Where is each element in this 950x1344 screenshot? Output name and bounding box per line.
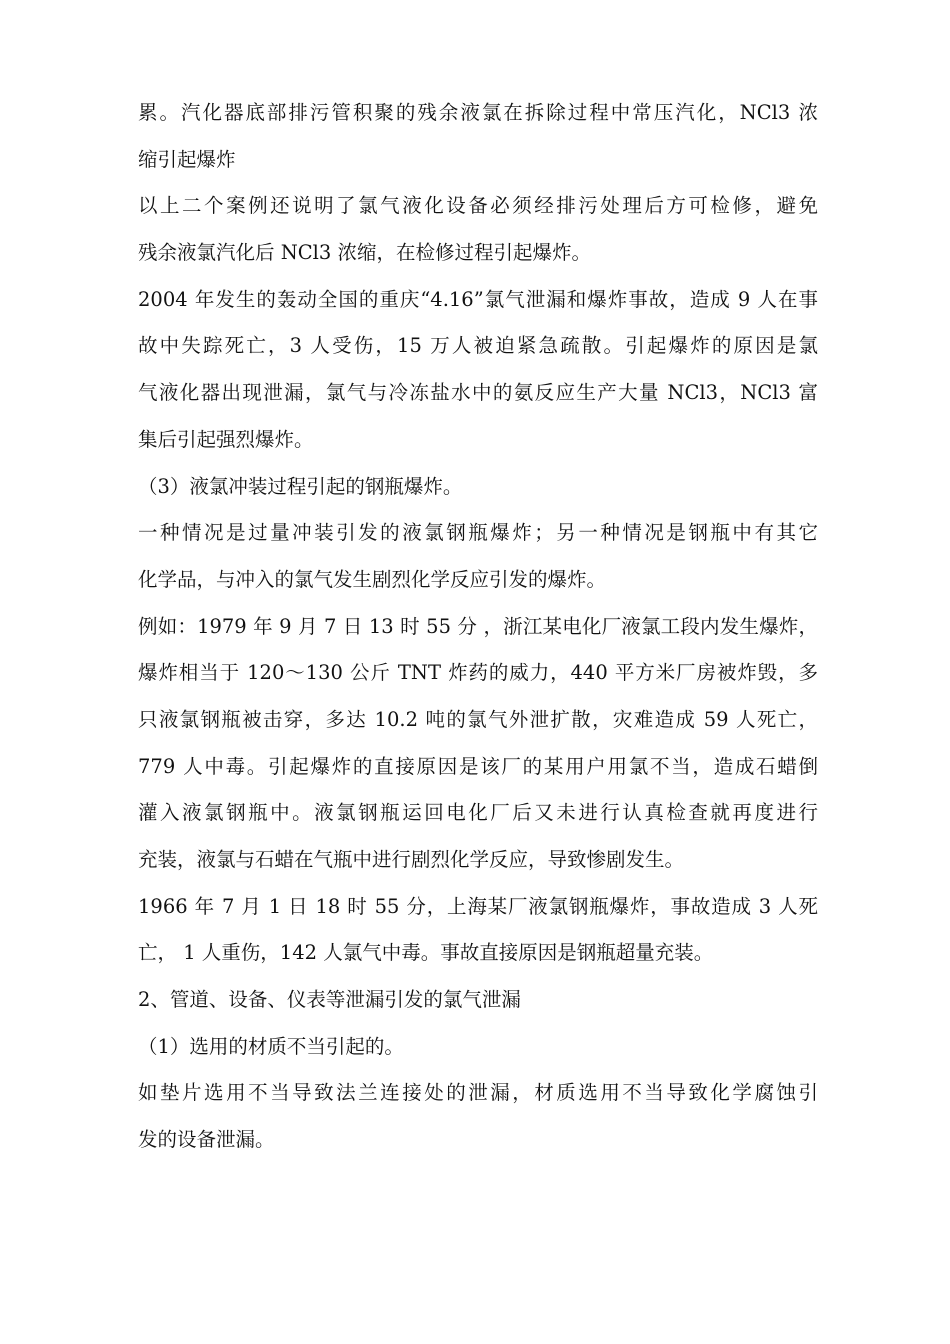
document-body	[138, 90, 818, 1164]
text-line: 例如：1979 年 9 月 7 日 13 时 55 分 ，浙江某电化厂液氯工段内发生爆炸，	[138, 614, 818, 638]
text-line: 残余液氯汽化后 NCl3 浓缩，在检修过程引起爆炸。	[138, 241, 592, 265]
text-line: 1966 年 7 月 1 日 18 时 55 分，上海某厂液氯钢瓶爆炸，事故造成 3 人死	[138, 894, 818, 918]
section-heading: 2、管道、设备、仪表等泄漏引发的氯气泄漏	[138, 988, 521, 1012]
text-line: 化学品，与冲入的氯气发生剧烈化学反应引发的爆炸。	[138, 567, 607, 591]
text-line: 亡， 1 人重伤，142 人氯气中毒。事故直接原因是钢瓶超量充装。	[138, 941, 714, 965]
text-line: 如垫片选用不当导致法兰连接处的泄漏，材质选用不当导致化学腐蚀引	[138, 1081, 818, 1105]
text-line: 以上二个案例还说明了氯气液化设备必须经排污处理后方可检修，避免	[138, 194, 818, 218]
text-line: 779 人中毒。引起爆炸的直接原因是该厂的某用户用氯不当，造成石蜡倒	[138, 754, 818, 778]
text-line: 发的设备泄漏。	[138, 1128, 275, 1152]
text-line: 只液氯钢瓶被击穿，多达 10.2 吨的氯气外泄扩散，灾难造成 59 人死亡，	[138, 707, 818, 731]
section-heading: （1）选用的材质不当引起的。	[138, 1034, 404, 1058]
text-line: 气液化器出现泄漏，氯气与冷冻盐水中的氨反应生产大量 NCl3，NCl3 富	[138, 381, 818, 405]
text-line: 充装，液氯与石蜡在气瓶中进行剧烈化学反应，导致惨剧发生。	[138, 848, 685, 871]
text-line: 累。汽化器底部排污管积聚的残余液氯在拆除过程中常压汽化，NCl3 浓	[138, 101, 818, 124]
text-line: 缩引起爆炸	[138, 147, 236, 171]
text-line: 一种情况是过量冲装引发的液氯钢瓶爆炸；另一种情况是钢瓶中有其它	[138, 521, 818, 545]
section-heading: （3）液氯冲装过程引起的钢瓶爆炸。	[138, 474, 463, 498]
text-line: 2004 年发生的轰动全国的重庆“4.16”氯气泄漏和爆炸事故，造成 9 人在事	[138, 287, 818, 311]
text-line: 灌入液氯钢瓶中。液氯钢瓶运回电化厂后又未进行认真检查就再度进行	[138, 801, 818, 825]
text-line: 集后引起强烈爆炸。	[138, 427, 314, 451]
text-line: 故中失踪死亡，3 人受伤，15 万人被迫紧急疏散。引起爆炸的原因是氯	[138, 334, 818, 358]
text-line: 爆炸相当于 120～130 公斤 TNT 炸药的威力，440 平方米厂房被炸毁，多	[138, 661, 818, 685]
